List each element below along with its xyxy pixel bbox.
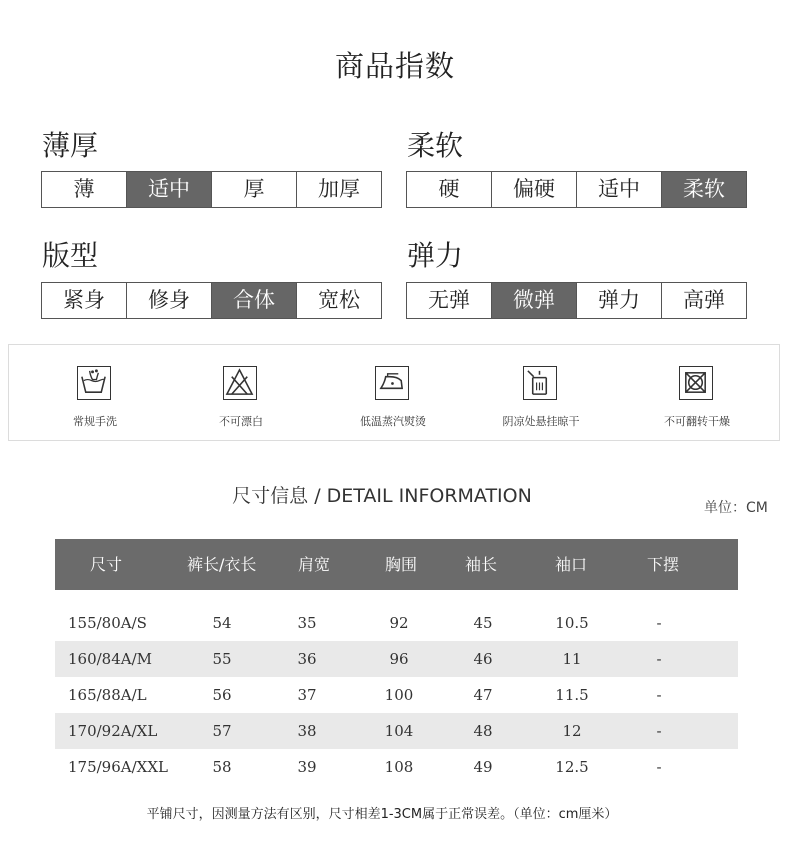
fit-options — [41, 282, 382, 319]
table-cell: 45 — [473, 614, 493, 632]
unit-label: 单位：CM — [704, 500, 768, 516]
fit-title: 版型 — [42, 239, 99, 272]
table-cell: 36 — [297, 650, 317, 668]
table-cell: - — [656, 650, 662, 668]
table-row — [55, 713, 738, 749]
hang-dry-shade-icon — [523, 366, 557, 400]
size-table-header-cell: 裤长/衣长 — [187, 555, 257, 574]
elasticity-group — [407, 236, 463, 276]
option-item: 适中 — [576, 172, 661, 207]
table-cell: 108 — [384, 758, 414, 776]
low-iron-icon — [375, 366, 409, 400]
table-cell: 48 — [473, 722, 493, 740]
option-item: 紧身 — [42, 283, 126, 318]
no-bleach-icon — [223, 366, 257, 400]
table-cell: - — [656, 758, 662, 776]
measurement-note: 平铺尺寸，因测量方法有区别，尺寸相差1-3CM属于正常误差。（单位：cm厘米） — [146, 807, 618, 822]
care-low-iron-label: 低温蒸汽熨烫 — [360, 415, 426, 428]
table-cell: 104 — [384, 722, 414, 740]
size-table-header-cell: 肩宽 — [298, 555, 331, 574]
table-cell: 38 — [297, 722, 317, 740]
table-cell: 37 — [297, 686, 317, 704]
option-item: 柔软 — [661, 172, 746, 207]
option-item: 偏硬 — [491, 172, 576, 207]
thickness-options — [41, 171, 382, 208]
table-cell: - — [656, 722, 662, 740]
table-cell: 56 — [212, 686, 232, 704]
table-cell: 35 — [297, 614, 317, 632]
hand-wash-icon — [77, 366, 111, 400]
table-cell: - — [656, 614, 662, 632]
elasticity-title: 弹力 — [407, 239, 464, 272]
fit-group — [42, 236, 98, 276]
size-info-title: 尺寸信息 / DETAIL INFORMATION — [232, 485, 532, 507]
table-row — [55, 605, 738, 641]
table-cell: 165/88A/L — [68, 686, 147, 704]
table-row — [55, 749, 738, 785]
thickness-title: 薄厚 — [42, 129, 99, 162]
care-no-tumble-dry-label: 不可翻转干燥 — [664, 415, 730, 428]
table-cell: 12 — [562, 722, 582, 740]
table-cell: 11 — [562, 650, 582, 668]
softness-options — [406, 171, 747, 208]
no-tumble-dry-icon — [679, 366, 713, 400]
table-cell: 11.5 — [555, 686, 589, 704]
size-table-header — [55, 539, 738, 590]
table-cell: 175/96A/XXL — [68, 758, 168, 776]
option-item: 修身 — [126, 283, 211, 318]
table-cell: 47 — [473, 686, 493, 704]
care-instructions — [8, 344, 780, 441]
size-table-header-cell: 下摆 — [647, 555, 680, 574]
elasticity-options — [406, 282, 747, 319]
table-cell: 49 — [473, 758, 493, 776]
size-table-header-cell: 袖口 — [555, 555, 588, 574]
option-item: 宽松 — [296, 283, 381, 318]
table-cell: 96 — [389, 650, 409, 668]
option-item: 高弹 — [661, 283, 746, 318]
care-no-bleach-label: 不可漂白 — [219, 415, 263, 428]
option-item: 无弹 — [407, 283, 491, 318]
softness-group — [407, 126, 463, 166]
option-item: 加厚 — [296, 172, 381, 207]
care-hang-dry-label: 阴凉处悬挂晾干 — [502, 415, 580, 428]
size-table-header-cell: 袖长 — [465, 555, 498, 574]
size-table-header-cell: 胸围 — [385, 555, 418, 574]
option-item: 适中 — [126, 172, 211, 207]
table-cell: 160/84A/M — [68, 650, 153, 668]
table-cell: 55 — [212, 650, 232, 668]
page-title: 商品指数 — [334, 49, 455, 83]
table-cell: 46 — [473, 650, 493, 668]
table-cell: 57 — [212, 722, 232, 740]
option-item: 硬 — [407, 172, 491, 207]
table-cell: 54 — [212, 614, 232, 632]
table-cell: 100 — [384, 686, 414, 704]
table-cell: 170/92A/XL — [68, 722, 158, 740]
size-table-header-cell: 尺寸 — [90, 555, 123, 574]
option-item: 厚 — [211, 172, 296, 207]
table-cell: 12.5 — [555, 758, 589, 776]
table-cell: - — [656, 686, 662, 704]
table-row — [55, 677, 738, 713]
table-cell: 155/80A/S — [68, 614, 147, 632]
thickness-group — [42, 126, 98, 166]
option-item: 弹力 — [576, 283, 661, 318]
option-item: 薄 — [42, 172, 126, 207]
table-row — [55, 641, 738, 677]
table-cell: 10.5 — [555, 614, 589, 632]
table-cell: 92 — [389, 614, 409, 632]
option-item: 合体 — [211, 283, 296, 318]
softness-title: 柔软 — [407, 129, 464, 162]
care-hand-wash-label: 常规手洗 — [73, 415, 117, 428]
option-item: 微弹 — [491, 283, 576, 318]
table-cell: 39 — [297, 758, 317, 776]
table-cell: 58 — [212, 758, 232, 776]
